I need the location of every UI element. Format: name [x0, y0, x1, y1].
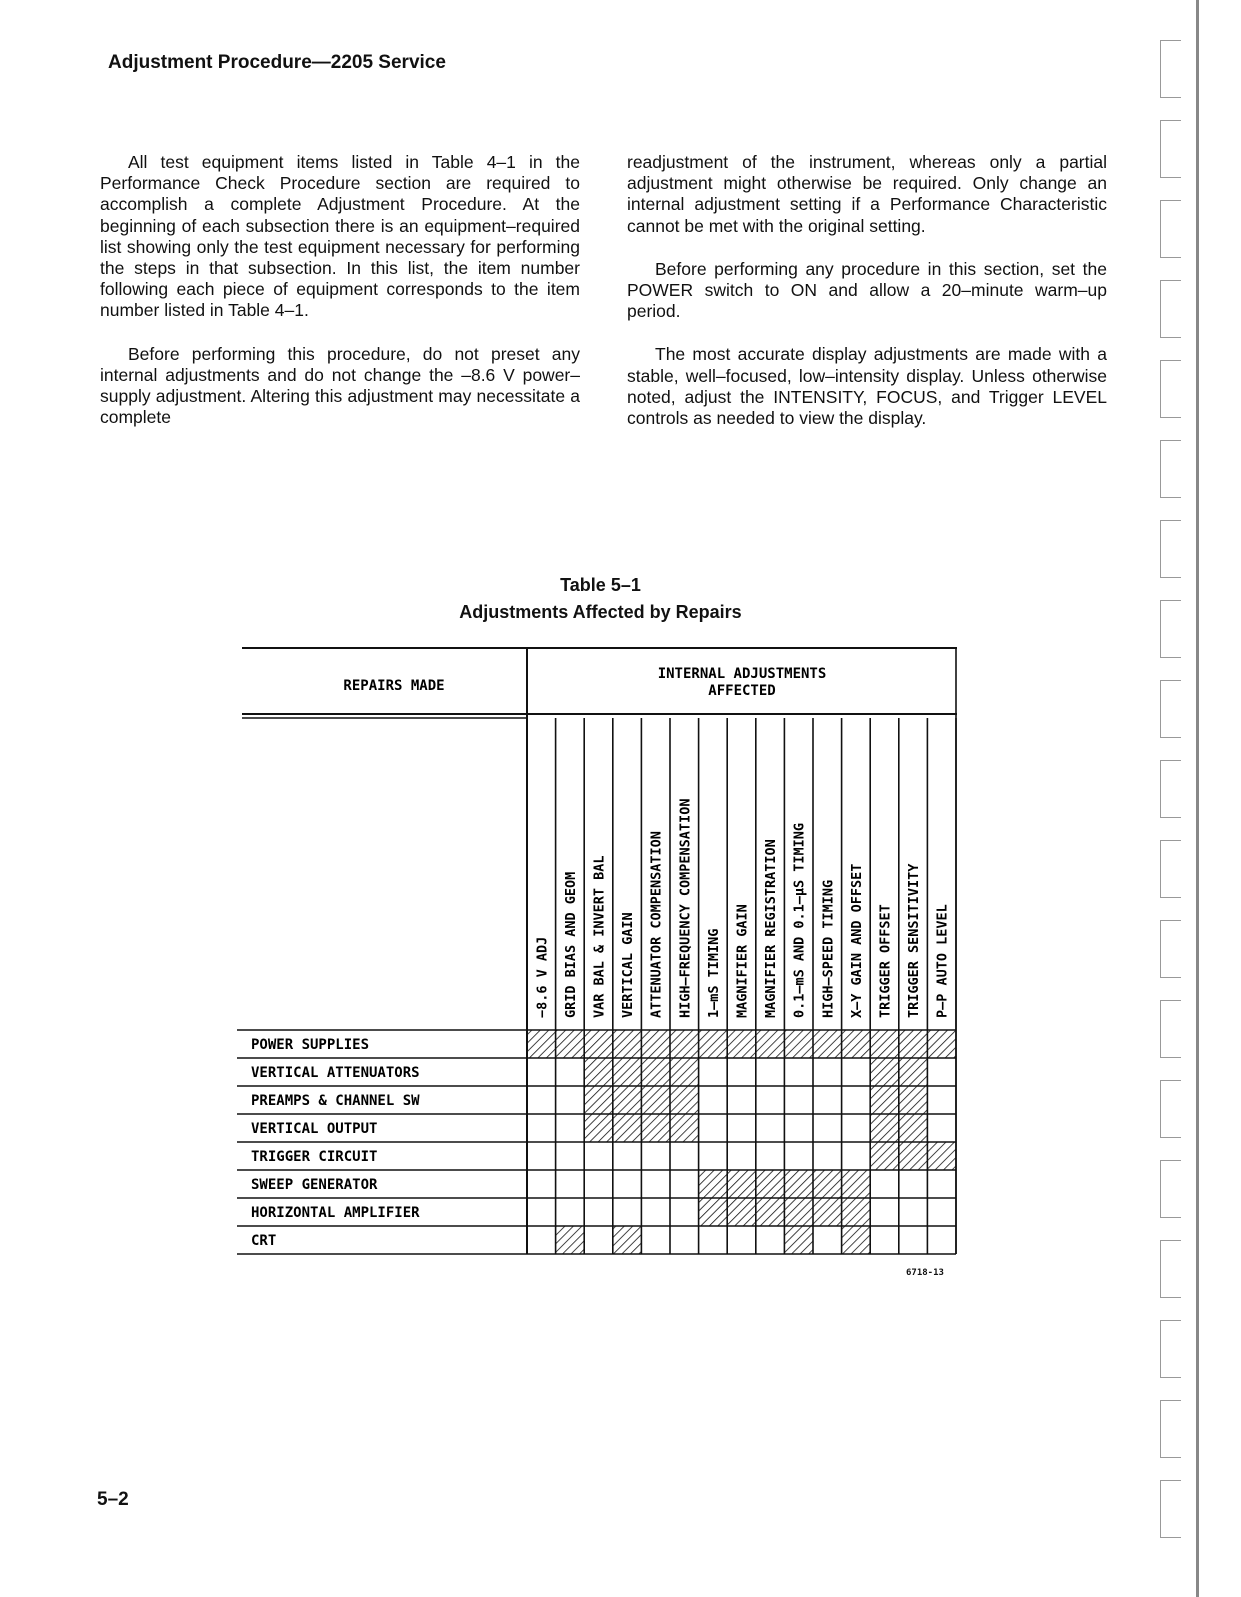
binder-tab	[1160, 40, 1181, 98]
affected-cell	[870, 1086, 899, 1114]
affected-cell	[784, 1226, 813, 1254]
paragraph: readjustment of the instrument, whereas only a partial adjustment might otherwise be required. Only change an internal adjustment setting if a Performance Characteristic cannot be met with the original setting.	[627, 152, 1107, 236]
affected-cell	[641, 1086, 670, 1114]
affected-cell	[899, 1030, 928, 1058]
affected-cell	[613, 1114, 642, 1142]
affected-cell	[584, 1058, 613, 1086]
affected-cell	[784, 1170, 813, 1198]
affected-cell	[613, 1086, 642, 1114]
affected-cell	[756, 1198, 785, 1226]
affected-cell	[641, 1058, 670, 1086]
column-header: HIGH–FREQUENCY COMPENSATION	[677, 798, 694, 1018]
affected-cell	[727, 1198, 756, 1226]
column-header: VAR BAL & INVERT BAL	[591, 855, 608, 1018]
paragraph: Before performing this procedure, do not preset any internal adjustments and do not change the –8.6 V power–supply adjustment. Altering this adjustment may necessitate a complete	[100, 343, 580, 428]
binder-tab	[1160, 840, 1181, 898]
binder-tab	[1160, 360, 1181, 418]
binder-tab	[1160, 1000, 1181, 1058]
binder-tab	[1160, 600, 1181, 658]
affected-cell	[584, 1030, 613, 1058]
row-label: CRT	[251, 1233, 277, 1249]
affected-cell	[670, 1114, 699, 1142]
table-number: Table 5–1	[560, 575, 641, 595]
binder-tab	[1160, 120, 1181, 178]
table-title: Adjustments Affected by Repairs	[459, 602, 742, 622]
internal-adjustments-header: INTERNAL ADJUSTMENTS	[657, 666, 827, 682]
column-header: 1–mS TIMING	[705, 928, 722, 1018]
binder-tab	[1160, 440, 1181, 498]
affected-cell	[813, 1030, 842, 1058]
column-header: X–Y GAIN AND OFFSET	[848, 863, 865, 1018]
binder-tab	[1160, 1080, 1181, 1138]
affected-cell	[613, 1058, 642, 1086]
affected-cell	[584, 1114, 613, 1142]
affected-cell	[613, 1226, 642, 1254]
column-header: −8.6 V ADJ	[534, 936, 551, 1018]
affected-cell	[870, 1114, 899, 1142]
binder-tab	[1160, 760, 1181, 818]
affected-cell	[870, 1142, 899, 1170]
figure-reference: 6718-13	[906, 1268, 944, 1278]
column-header: P–P AUTO LEVEL	[934, 904, 951, 1018]
row-label: TRIGGER CIRCUIT	[251, 1149, 378, 1165]
affected-cell	[870, 1058, 899, 1086]
binder-tab	[1160, 1160, 1181, 1218]
affected-cell	[842, 1170, 871, 1198]
affected-cell	[699, 1030, 728, 1058]
repairs-made-header: REPAIRS MADE	[343, 678, 445, 694]
row-label: VERTICAL OUTPUT	[251, 1121, 378, 1137]
affected-cell	[756, 1170, 785, 1198]
binder-tab	[1160, 1480, 1181, 1538]
affected-cell	[927, 1142, 956, 1170]
affected-cell	[584, 1086, 613, 1114]
binder-tab	[1160, 680, 1181, 738]
binder-tab	[1160, 520, 1181, 578]
affected-cell	[699, 1170, 728, 1198]
affected-cell	[784, 1198, 813, 1226]
affected-cell	[727, 1170, 756, 1198]
binder-tab	[1160, 1400, 1181, 1458]
binder-tab	[1160, 920, 1181, 978]
column-header: TRIGGER SENSITIVITY	[906, 863, 923, 1018]
affected-cell	[670, 1086, 699, 1114]
column-header: TRIGGER OFFSET	[877, 904, 894, 1018]
affected-cell	[784, 1030, 813, 1058]
row-label: PREAMPS & CHANNEL SW	[251, 1093, 420, 1109]
row-label: SWEEP GENERATOR	[251, 1177, 378, 1193]
binder-tab	[1160, 280, 1181, 338]
row-label: POWER SUPPLIES	[251, 1037, 370, 1053]
affected-cell	[556, 1226, 585, 1254]
affected-cell	[899, 1086, 928, 1114]
column-header: HIGH–SPEED TIMING	[820, 879, 837, 1018]
affected-header: AFFECTED	[708, 683, 776, 699]
affected-cell	[870, 1030, 899, 1058]
column-header: MAGNIFIER GAIN	[734, 904, 751, 1018]
paragraph: All test equipment items listed in Table 4–1 in the Performance Check Procedure section are required to accomplish a complete Adjustment Procedure. At the beginning of each subsection there is an equipment–required list showing only the test equipment necessary for performing the steps in that subsection. In this list, the item number following each piece of equipment corresponds to the item number listed in Table 4–1.	[100, 152, 580, 321]
row-label: HORIZONTAL AMPLIFIER	[251, 1205, 420, 1221]
affected-cell	[613, 1030, 642, 1058]
affected-cell	[670, 1058, 699, 1086]
page-edge	[1196, 0, 1199, 1597]
affected-cell	[899, 1142, 928, 1170]
affected-cell	[842, 1226, 871, 1254]
affected-cell	[927, 1030, 956, 1058]
affected-cell	[899, 1114, 928, 1142]
binder-tabs	[1156, 40, 1186, 1560]
affected-cell	[641, 1114, 670, 1142]
affected-cell	[556, 1030, 585, 1058]
affected-cell	[842, 1030, 871, 1058]
binder-tab	[1160, 200, 1181, 258]
affected-cell	[813, 1198, 842, 1226]
page-header: Adjustment Procedure—2205 Service	[108, 52, 446, 73]
paragraph: Before performing any procedure in this section, set the POWER switch to ON and allow a 20–minute warm–up period.	[627, 258, 1107, 322]
column-header: GRID BIAS AND GEOM	[562, 871, 579, 1018]
column-header: VERTICAL GAIN	[620, 912, 637, 1018]
affected-cell	[527, 1030, 556, 1058]
affected-cell	[899, 1058, 928, 1086]
column-header: 0.1–mS AND 0.1–µS TIMING	[791, 822, 808, 1018]
affected-cell	[813, 1170, 842, 1198]
page-number: 5–2	[97, 1489, 129, 1510]
column-header: MAGNIFIER REGISTRATION	[763, 839, 780, 1018]
affected-cell	[842, 1198, 871, 1226]
affected-cell	[641, 1030, 670, 1058]
binder-tab	[1160, 1320, 1181, 1378]
affected-cell	[670, 1030, 699, 1058]
row-label: VERTICAL ATTENUATORS	[251, 1065, 420, 1081]
affected-cell	[727, 1030, 756, 1058]
column-header: ATTENUATOR COMPENSATION	[648, 831, 665, 1018]
binder-tab	[1160, 1240, 1181, 1298]
table-text	[251, 666, 951, 1249]
paragraph: The most accurate display adjustments are made with a stable, well–focused, low–intensity display. Unless otherwise noted, adjust the INTENSITY, FOCUS, and Trigger LEVEL controls as needed to view the display.	[627, 344, 1107, 429]
affected-cell	[699, 1198, 728, 1226]
affected-cell	[756, 1030, 785, 1058]
